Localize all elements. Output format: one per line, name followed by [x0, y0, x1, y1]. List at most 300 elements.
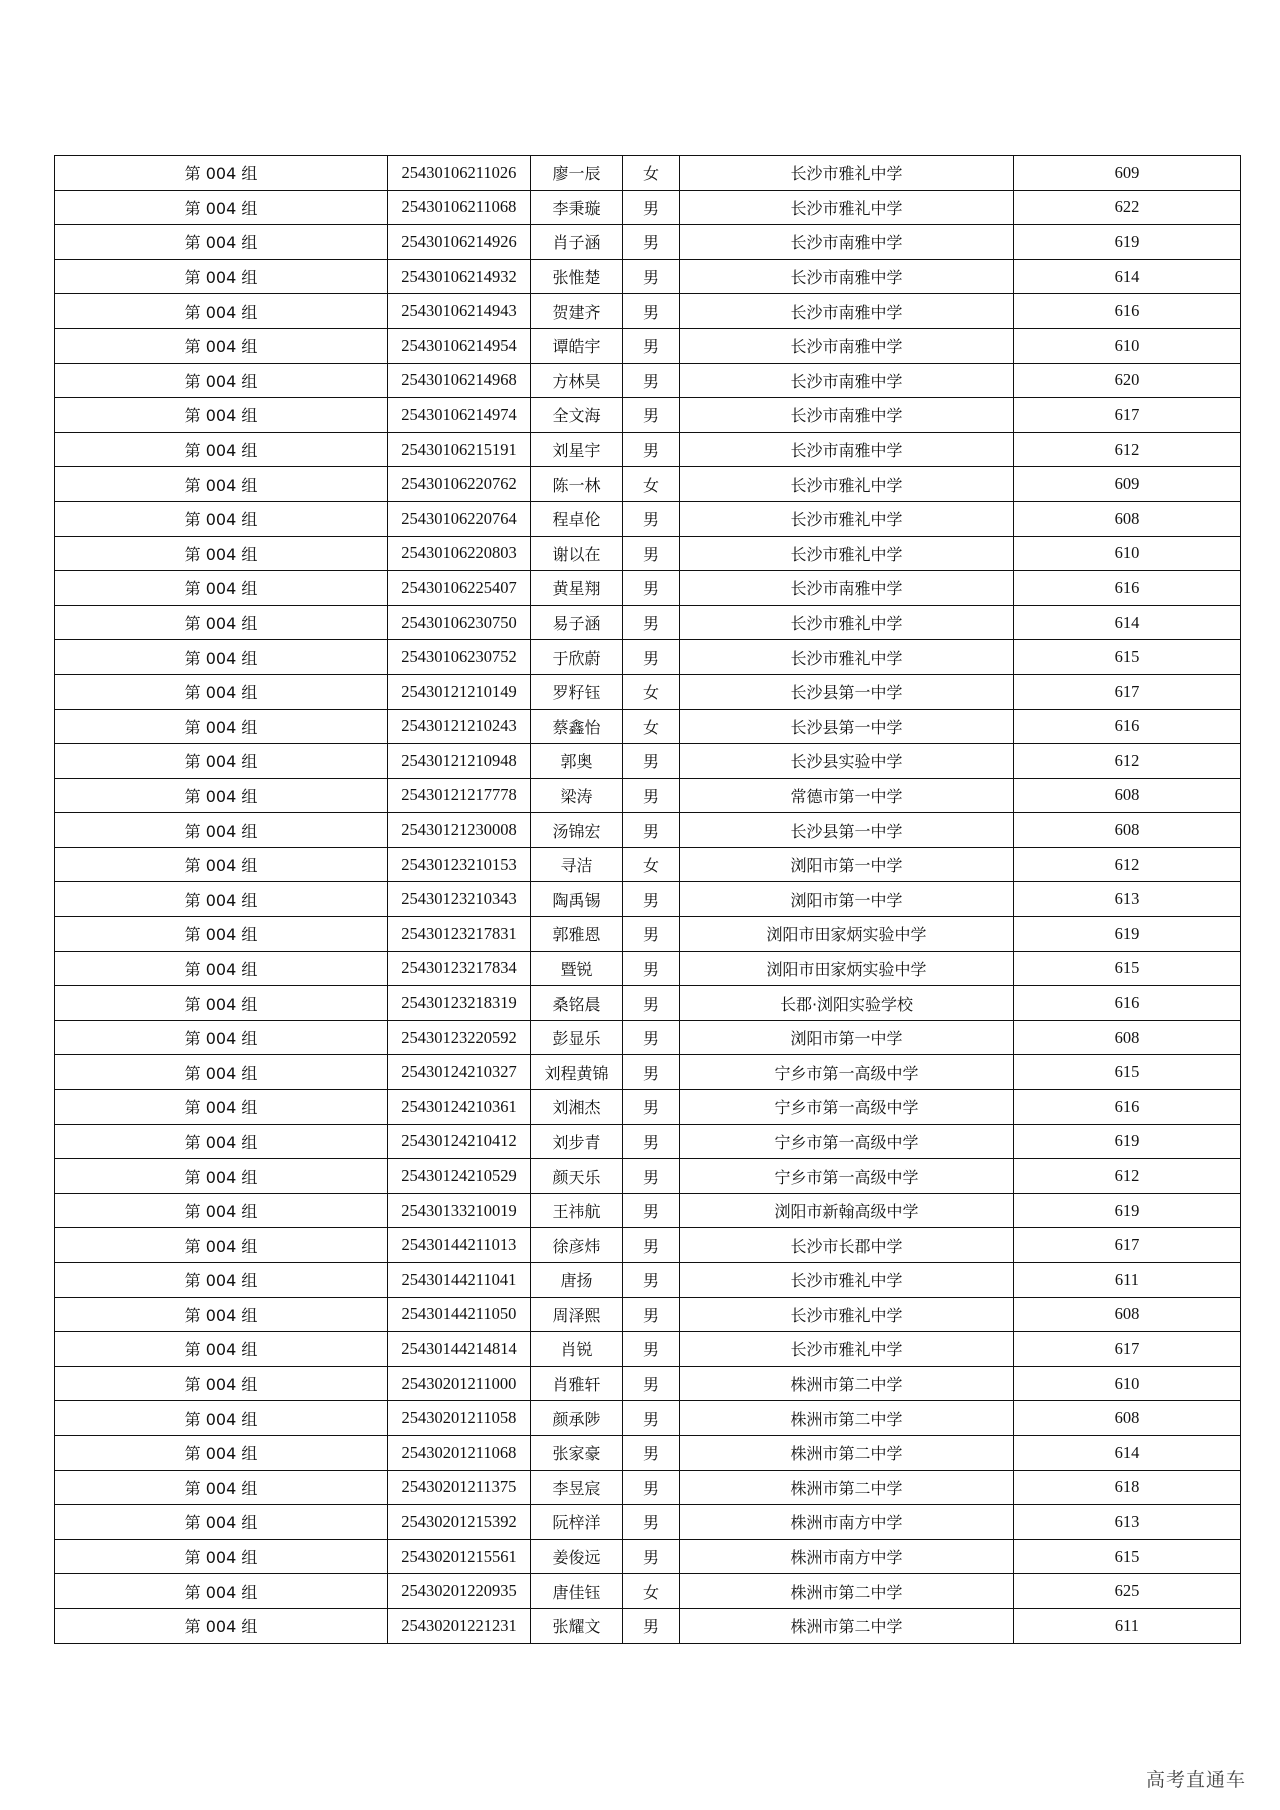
group-cell: 第 004 组	[55, 1505, 388, 1540]
candidate-id-cell: 25430201211375	[388, 1470, 531, 1505]
school-cell: 长沙县实验中学	[680, 744, 1014, 779]
name-cell: 刘步青	[531, 1124, 623, 1159]
school-cell: 株洲市第二中学	[680, 1574, 1014, 1609]
gender-cell: 女	[623, 1574, 680, 1609]
school-cell: 株洲市南方中学	[680, 1539, 1014, 1574]
gender-cell: 男	[623, 363, 680, 398]
group-cell: 第 004 组	[55, 1055, 388, 1090]
group-cell: 第 004 组	[55, 640, 388, 675]
candidate-id-cell: 25430106214943	[388, 294, 531, 329]
gender-cell: 男	[623, 1505, 680, 1540]
candidate-table	[54, 155, 1241, 1644]
table-row	[55, 640, 1241, 675]
gender-cell: 男	[623, 1263, 680, 1298]
gender-cell: 男	[623, 1401, 680, 1436]
name-cell: 陶禹锡	[531, 882, 623, 917]
candidate-id-cell: 25430123218319	[388, 986, 531, 1021]
candidate-id-cell: 25430106214932	[388, 259, 531, 294]
gender-cell: 男	[623, 986, 680, 1021]
group-cell: 第 004 组	[55, 156, 388, 191]
school-cell: 长沙市南雅中学	[680, 363, 1014, 398]
school-cell: 浏阳市田家炳实验中学	[680, 917, 1014, 952]
group-cell: 第 004 组	[55, 328, 388, 363]
candidate-id-cell: 25430124210529	[388, 1159, 531, 1194]
candidate-id-cell: 25430106220803	[388, 536, 531, 571]
score-cell: 620	[1014, 363, 1241, 398]
name-cell: 张耀文	[531, 1608, 623, 1643]
group-cell: 第 004 组	[55, 1193, 388, 1228]
table-body	[55, 156, 1241, 1644]
candidate-id-cell: 25430123210343	[388, 882, 531, 917]
group-cell: 第 004 组	[55, 1332, 388, 1367]
gender-cell: 男	[623, 1539, 680, 1574]
gender-cell: 男	[623, 536, 680, 571]
candidate-id-cell: 25430121217778	[388, 778, 531, 813]
table-row	[55, 813, 1241, 848]
gender-cell: 男	[623, 951, 680, 986]
gender-cell: 男	[623, 1193, 680, 1228]
candidate-id-cell: 25430144211013	[388, 1228, 531, 1263]
candidate-id-cell: 25430201211000	[388, 1366, 531, 1401]
candidate-id-cell: 25430106230752	[388, 640, 531, 675]
school-cell: 长沙市南雅中学	[680, 328, 1014, 363]
candidate-id-cell: 25430144211041	[388, 1263, 531, 1298]
score-cell: 616	[1014, 571, 1241, 606]
gender-cell: 女	[623, 467, 680, 502]
table-row	[55, 1090, 1241, 1125]
school-cell: 株洲市第二中学	[680, 1401, 1014, 1436]
score-cell: 615	[1014, 1055, 1241, 1090]
score-cell: 613	[1014, 882, 1241, 917]
candidate-id-cell: 25430124210412	[388, 1124, 531, 1159]
name-cell: 刘程黄锦	[531, 1055, 623, 1090]
table-row	[55, 225, 1241, 260]
table-row	[55, 847, 1241, 882]
table-row	[55, 1470, 1241, 1505]
table-row	[55, 363, 1241, 398]
group-cell: 第 004 组	[55, 259, 388, 294]
group-cell: 第 004 组	[55, 605, 388, 640]
name-cell: 彭显乐	[531, 1020, 623, 1055]
table-row	[55, 778, 1241, 813]
name-cell: 肖雅轩	[531, 1366, 623, 1401]
school-cell: 浏阳市第一中学	[680, 1020, 1014, 1055]
name-cell: 唐佳钰	[531, 1574, 623, 1609]
gender-cell: 男	[623, 501, 680, 536]
candidate-id-cell: 25430201211058	[388, 1401, 531, 1436]
gender-cell: 男	[623, 1608, 680, 1643]
candidate-id-cell: 25430144211050	[388, 1297, 531, 1332]
school-cell: 长沙市雅礼中学	[680, 467, 1014, 502]
table-row	[55, 1193, 1241, 1228]
school-cell: 长沙市长郡中学	[680, 1228, 1014, 1263]
gender-cell: 男	[623, 1297, 680, 1332]
name-cell: 周泽熙	[531, 1297, 623, 1332]
group-cell: 第 004 组	[55, 778, 388, 813]
table-row	[55, 294, 1241, 329]
table-row	[55, 259, 1241, 294]
candidate-id-cell: 25430201211068	[388, 1435, 531, 1470]
gender-cell: 女	[623, 847, 680, 882]
table-row	[55, 536, 1241, 571]
candidate-id-cell: 25430106225407	[388, 571, 531, 606]
group-cell: 第 004 组	[55, 501, 388, 536]
score-cell: 614	[1014, 605, 1241, 640]
table-row	[55, 1228, 1241, 1263]
school-cell: 株洲市第二中学	[680, 1366, 1014, 1401]
name-cell: 阮梓洋	[531, 1505, 623, 1540]
school-cell: 宁乡市第一高级中学	[680, 1090, 1014, 1125]
candidate-id-cell: 25430201215561	[388, 1539, 531, 1574]
table-row	[55, 1124, 1241, 1159]
school-cell: 株洲市第二中学	[680, 1435, 1014, 1470]
name-cell: 肖子涵	[531, 225, 623, 260]
candidate-id-cell: 25430201220935	[388, 1574, 531, 1609]
group-cell: 第 004 组	[55, 1608, 388, 1643]
name-cell: 易子涵	[531, 605, 623, 640]
gender-cell: 女	[623, 674, 680, 709]
table-row	[55, 1159, 1241, 1194]
score-cell: 609	[1014, 467, 1241, 502]
gender-cell: 男	[623, 1366, 680, 1401]
table-row	[55, 986, 1241, 1021]
school-cell: 宁乡市第一高级中学	[680, 1124, 1014, 1159]
score-cell: 611	[1014, 1608, 1241, 1643]
group-cell: 第 004 组	[55, 986, 388, 1021]
watermark-text: 高考直通车	[1145, 1769, 1246, 1791]
table-row	[55, 882, 1241, 917]
score-cell: 608	[1014, 1401, 1241, 1436]
name-cell: 唐扬	[531, 1263, 623, 1298]
name-cell: 郭雅恩	[531, 917, 623, 952]
table-row	[55, 1608, 1241, 1643]
table-row	[55, 398, 1241, 433]
name-cell: 郭奥	[531, 744, 623, 779]
gender-cell: 男	[623, 1228, 680, 1263]
school-cell: 浏阳市第一中学	[680, 882, 1014, 917]
school-cell: 长沙县第一中学	[680, 674, 1014, 709]
table-row	[55, 1366, 1241, 1401]
gender-cell: 男	[623, 398, 680, 433]
name-cell: 姜俊远	[531, 1539, 623, 1574]
score-cell: 613	[1014, 1505, 1241, 1540]
table-row	[55, 1539, 1241, 1574]
candidate-id-cell: 25430106214974	[388, 398, 531, 433]
gender-cell: 男	[623, 813, 680, 848]
group-cell: 第 004 组	[55, 744, 388, 779]
candidate-id-cell: 25430123217834	[388, 951, 531, 986]
gender-cell: 男	[623, 605, 680, 640]
name-cell: 暨锐	[531, 951, 623, 986]
candidate-id-cell: 25430124210361	[388, 1090, 531, 1125]
name-cell: 梁涛	[531, 778, 623, 813]
school-cell: 长沙市雅礼中学	[680, 640, 1014, 675]
table-row	[55, 501, 1241, 536]
candidate-id-cell: 25430106215191	[388, 432, 531, 467]
gender-cell: 男	[623, 225, 680, 260]
score-cell: 616	[1014, 986, 1241, 1021]
school-cell: 浏阳市田家炳实验中学	[680, 951, 1014, 986]
gender-cell: 男	[623, 1332, 680, 1367]
candidate-id-cell: 25430133210019	[388, 1193, 531, 1228]
school-cell: 长沙县第一中学	[680, 709, 1014, 744]
score-cell: 619	[1014, 917, 1241, 952]
group-cell: 第 004 组	[55, 190, 388, 225]
score-cell: 610	[1014, 328, 1241, 363]
group-cell: 第 004 组	[55, 363, 388, 398]
candidate-id-cell: 25430106230750	[388, 605, 531, 640]
school-cell: 长沙市雅礼中学	[680, 1332, 1014, 1367]
name-cell: 桑铭晨	[531, 986, 623, 1021]
name-cell: 徐彦炜	[531, 1228, 623, 1263]
table-row	[55, 1505, 1241, 1540]
score-cell: 608	[1014, 1020, 1241, 1055]
candidate-id-cell: 25430121210149	[388, 674, 531, 709]
table-row	[55, 1263, 1241, 1298]
name-cell: 全文海	[531, 398, 623, 433]
school-cell: 浏阳市第一中学	[680, 847, 1014, 882]
group-cell: 第 004 组	[55, 1401, 388, 1436]
group-cell: 第 004 组	[55, 882, 388, 917]
table-row	[55, 190, 1241, 225]
score-cell: 608	[1014, 813, 1241, 848]
name-cell: 于欣蔚	[531, 640, 623, 675]
score-cell: 615	[1014, 640, 1241, 675]
group-cell: 第 004 组	[55, 225, 388, 260]
table-row	[55, 1297, 1241, 1332]
group-cell: 第 004 组	[55, 432, 388, 467]
gender-cell: 男	[623, 640, 680, 675]
group-cell: 第 004 组	[55, 536, 388, 571]
name-cell: 张惟楚	[531, 259, 623, 294]
group-cell: 第 004 组	[55, 294, 388, 329]
score-cell: 617	[1014, 674, 1241, 709]
table-row	[55, 1332, 1241, 1367]
group-cell: 第 004 组	[55, 1470, 388, 1505]
table-row	[55, 1574, 1241, 1609]
table-row	[55, 467, 1241, 502]
name-cell: 谭皓宇	[531, 328, 623, 363]
score-cell: 616	[1014, 709, 1241, 744]
gender-cell: 男	[623, 1470, 680, 1505]
name-cell: 寻洁	[531, 847, 623, 882]
name-cell: 黄星翔	[531, 571, 623, 606]
gender-cell: 男	[623, 328, 680, 363]
school-cell: 长沙市南雅中学	[680, 259, 1014, 294]
candidate-id-cell: 25430121230008	[388, 813, 531, 848]
candidate-id-cell: 25430201221231	[388, 1608, 531, 1643]
name-cell: 程卓伦	[531, 501, 623, 536]
table-row	[55, 951, 1241, 986]
score-cell: 610	[1014, 536, 1241, 571]
gender-cell: 男	[623, 917, 680, 952]
school-cell: 长沙市雅礼中学	[680, 501, 1014, 536]
score-cell: 617	[1014, 398, 1241, 433]
score-cell: 612	[1014, 847, 1241, 882]
gender-cell: 男	[623, 259, 680, 294]
school-cell: 长沙市南雅中学	[680, 398, 1014, 433]
school-cell: 长沙市雅礼中学	[680, 1263, 1014, 1298]
score-cell: 611	[1014, 1263, 1241, 1298]
table-row	[55, 1055, 1241, 1090]
school-cell: 长沙市雅礼中学	[680, 605, 1014, 640]
school-cell: 长沙市雅礼中学	[680, 1297, 1014, 1332]
group-cell: 第 004 组	[55, 1574, 388, 1609]
gender-cell: 男	[623, 190, 680, 225]
candidate-id-cell: 25430106214968	[388, 363, 531, 398]
group-cell: 第 004 组	[55, 674, 388, 709]
school-cell: 株洲市第二中学	[680, 1470, 1014, 1505]
score-cell: 608	[1014, 501, 1241, 536]
school-cell: 长郡·浏阳实验学校	[680, 986, 1014, 1021]
gender-cell: 男	[623, 571, 680, 606]
group-cell: 第 004 组	[55, 1297, 388, 1332]
name-cell: 颜承陟	[531, 1401, 623, 1436]
score-cell: 610	[1014, 1366, 1241, 1401]
score-cell: 608	[1014, 1297, 1241, 1332]
name-cell: 廖一辰	[531, 156, 623, 191]
group-cell: 第 004 组	[55, 1090, 388, 1125]
gender-cell: 女	[623, 709, 680, 744]
group-cell: 第 004 组	[55, 571, 388, 606]
candidate-id-cell: 25430201215392	[388, 1505, 531, 1540]
school-cell: 长沙县第一中学	[680, 813, 1014, 848]
gender-cell: 男	[623, 1159, 680, 1194]
candidate-id-cell: 25430106220762	[388, 467, 531, 502]
gender-cell: 男	[623, 294, 680, 329]
candidate-id-cell: 25430106214954	[388, 328, 531, 363]
gender-cell: 男	[623, 1124, 680, 1159]
table-row	[55, 328, 1241, 363]
table-row	[55, 1020, 1241, 1055]
school-cell: 长沙市南雅中学	[680, 225, 1014, 260]
school-cell: 长沙市南雅中学	[680, 571, 1014, 606]
group-cell: 第 004 组	[55, 1124, 388, 1159]
name-cell: 王祎航	[531, 1193, 623, 1228]
candidate-id-cell: 25430123210153	[388, 847, 531, 882]
name-cell: 陈一林	[531, 467, 623, 502]
table-row	[55, 571, 1241, 606]
name-cell: 谢以在	[531, 536, 623, 571]
name-cell: 李昱宸	[531, 1470, 623, 1505]
name-cell: 肖锐	[531, 1332, 623, 1367]
score-cell: 616	[1014, 294, 1241, 329]
group-cell: 第 004 组	[55, 1366, 388, 1401]
gender-cell: 男	[623, 1020, 680, 1055]
group-cell: 第 004 组	[55, 917, 388, 952]
score-cell: 609	[1014, 156, 1241, 191]
school-cell: 株洲市第二中学	[680, 1608, 1014, 1643]
candidate-id-cell: 25430144214814	[388, 1332, 531, 1367]
school-cell: 长沙市雅礼中学	[680, 156, 1014, 191]
candidate-id-cell: 25430124210327	[388, 1055, 531, 1090]
table-row	[55, 744, 1241, 779]
name-cell: 蔡鑫怡	[531, 709, 623, 744]
candidate-id-cell: 25430123220592	[388, 1020, 531, 1055]
name-cell: 张家豪	[531, 1435, 623, 1470]
table-row	[55, 605, 1241, 640]
score-cell: 612	[1014, 432, 1241, 467]
group-cell: 第 004 组	[55, 1020, 388, 1055]
group-cell: 第 004 组	[55, 1539, 388, 1574]
gender-cell: 男	[623, 744, 680, 779]
table-row	[55, 1401, 1241, 1436]
score-cell: 619	[1014, 225, 1241, 260]
group-cell: 第 004 组	[55, 709, 388, 744]
name-cell: 贺建齐	[531, 294, 623, 329]
name-cell: 刘星宇	[531, 432, 623, 467]
group-cell: 第 004 组	[55, 1159, 388, 1194]
school-cell: 宁乡市第一高级中学	[680, 1159, 1014, 1194]
gender-cell: 男	[623, 1055, 680, 1090]
score-cell: 622	[1014, 190, 1241, 225]
candidate-id-cell: 25430106214926	[388, 225, 531, 260]
name-cell: 汤锦宏	[531, 813, 623, 848]
score-cell: 612	[1014, 744, 1241, 779]
table-row	[55, 709, 1241, 744]
group-cell: 第 004 组	[55, 398, 388, 433]
name-cell: 李秉璇	[531, 190, 623, 225]
name-cell: 颜天乐	[531, 1159, 623, 1194]
score-cell: 614	[1014, 259, 1241, 294]
score-cell: 614	[1014, 1435, 1241, 1470]
group-cell: 第 004 组	[55, 1228, 388, 1263]
school-cell: 长沙市南雅中学	[680, 294, 1014, 329]
score-cell: 619	[1014, 1124, 1241, 1159]
school-cell: 常德市第一中学	[680, 778, 1014, 813]
school-cell: 宁乡市第一高级中学	[680, 1055, 1014, 1090]
score-cell: 612	[1014, 1159, 1241, 1194]
group-cell: 第 004 组	[55, 467, 388, 502]
table-row	[55, 1435, 1241, 1470]
score-cell: 625	[1014, 1574, 1241, 1609]
school-cell: 长沙市雅礼中学	[680, 536, 1014, 571]
group-cell: 第 004 组	[55, 1435, 388, 1470]
candidate-id-cell: 25430106211026	[388, 156, 531, 191]
candidate-id-cell: 25430123217831	[388, 917, 531, 952]
school-cell: 长沙市南雅中学	[680, 432, 1014, 467]
school-cell: 长沙市雅礼中学	[680, 190, 1014, 225]
score-cell: 617	[1014, 1332, 1241, 1367]
name-cell: 方林昊	[531, 363, 623, 398]
table-row	[55, 917, 1241, 952]
table-row	[55, 674, 1241, 709]
table-row	[55, 432, 1241, 467]
school-cell: 浏阳市新翰高级中学	[680, 1193, 1014, 1228]
candidate-id-cell: 25430106220764	[388, 501, 531, 536]
name-cell: 刘湘杰	[531, 1090, 623, 1125]
score-cell: 615	[1014, 951, 1241, 986]
name-cell: 罗籽钰	[531, 674, 623, 709]
score-cell: 618	[1014, 1470, 1241, 1505]
school-cell: 株洲市南方中学	[680, 1505, 1014, 1540]
group-cell: 第 004 组	[55, 1263, 388, 1298]
gender-cell: 男	[623, 1090, 680, 1125]
candidate-id-cell: 25430106211068	[388, 190, 531, 225]
candidate-id-cell: 25430121210948	[388, 744, 531, 779]
gender-cell: 男	[623, 778, 680, 813]
gender-cell: 女	[623, 156, 680, 191]
candidate-id-cell: 25430121210243	[388, 709, 531, 744]
gender-cell: 男	[623, 432, 680, 467]
score-cell: 619	[1014, 1193, 1241, 1228]
group-cell: 第 004 组	[55, 813, 388, 848]
score-cell: 617	[1014, 1228, 1241, 1263]
score-cell: 608	[1014, 778, 1241, 813]
gender-cell: 男	[623, 1435, 680, 1470]
table-row	[55, 156, 1241, 191]
score-cell: 615	[1014, 1539, 1241, 1574]
